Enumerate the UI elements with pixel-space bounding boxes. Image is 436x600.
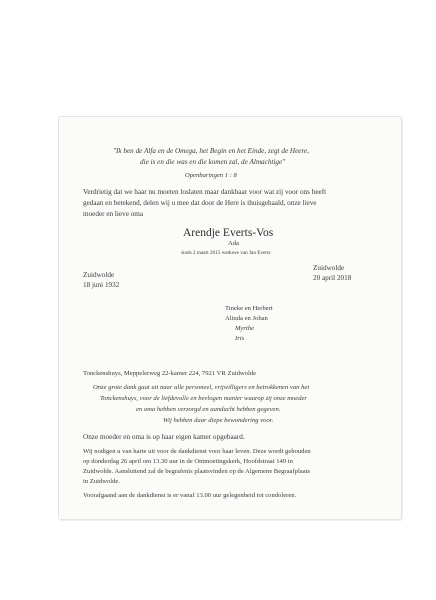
service-line-2: op donderdag 26 april om 13.30 uur in de Ontmoetingskerk, Hoofdstraat 149 in [83, 458, 293, 465]
deceased-nickname: Ada [228, 240, 239, 247]
quote-line-2: die is en die was en die komen zal, de Almachtige" [140, 158, 286, 166]
service-line-4: in Zuidwolde. [83, 478, 120, 485]
family-line-2: Alinda en Johan [225, 315, 268, 322]
intro-line-1: Verdrietig dat we haar nu moeten loslaten maar dankbaar voor wat zij voor ons heeft [83, 188, 327, 196]
funeral-card [58, 116, 402, 520]
thanks-line-3: en oma hebben verzorgd en aandacht hebben gegeven. [136, 406, 281, 413]
birth-date: 18 juni 1932 [83, 281, 120, 289]
deceased-name: Arendje Everts-Vos [183, 227, 274, 239]
intro-line-3: moeder en lieve oma [83, 210, 144, 218]
intro-line-2: gedaan en betekend, delen wij u mee dat door de Here is thuisgehaald, onze lieve [83, 199, 317, 207]
quote-line-1: "Ik ben de Alfa en de Omega, het Begin en het Einde, zegt de Heere, [113, 147, 310, 155]
condolence-note: Voorafgaand aan de dankdienst is er vanaf 13.00 uur gelegenheid tot condoleren. [83, 492, 297, 499]
death-date: 20 april 2018 [313, 274, 352, 282]
service-line-3: Zuidwolde. Aansluitend zal de begrafenis plaatsvinden op de Algemene Begraafplaats [83, 468, 311, 475]
address: Tonckenshuys, Meppelerweg 22-kamer 224, 7921 VR Zuidwolde [83, 370, 257, 377]
thanks-line-2: Tonckenshuys, voor de liefdevolle en bevlogen manier waarop zij onze moeder [100, 395, 307, 402]
viewing-note: Onze moeder en oma is op haar eigen kamer opgebaard. [83, 433, 245, 441]
widow-line: sinds 2 maart 2015 weduwe van Jan Everts [181, 250, 271, 256]
service-line-1: Wij nodigen u van harte uit voor de dankdienst voor haar leven. Deze wordt gehouden [83, 448, 311, 455]
thanks-line-1: Onze grote dank gaat uit naar alle personeel, vrijwilligers en betrokkenen van het [93, 384, 310, 391]
quote-reference: Openbaringen 1 : 8 [185, 172, 237, 179]
family-line-3: Myrthe [235, 325, 255, 332]
family-line-1: Tineke en Herbert [225, 305, 273, 312]
birth-place: Zuidwolde [83, 271, 115, 279]
thanks-line-4: Wij hebben daar diepe bewondering voor. [163, 417, 274, 424]
family-line-4: Iris [235, 335, 245, 342]
death-place: Zuidwolde [313, 264, 345, 272]
